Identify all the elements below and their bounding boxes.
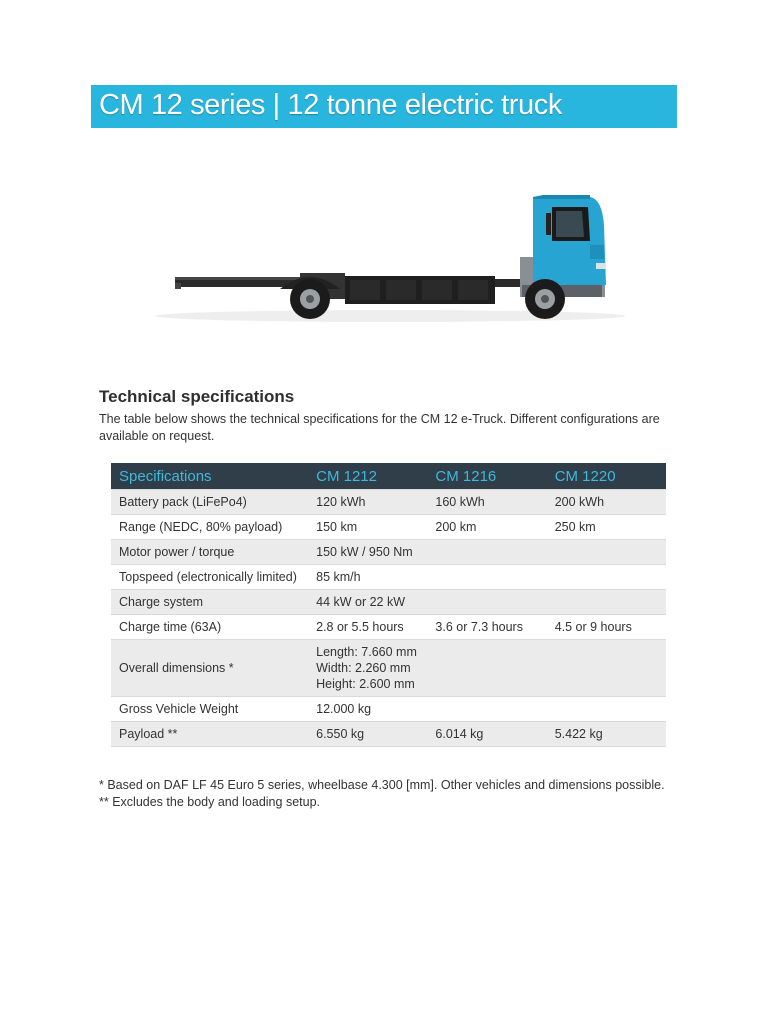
truck-chassis-image bbox=[150, 185, 640, 335]
table-cell bbox=[427, 540, 546, 565]
table-cell bbox=[547, 697, 666, 722]
column-header: CM 1220 bbox=[547, 463, 666, 490]
column-header: Specifications bbox=[111, 463, 308, 490]
table-row bbox=[111, 640, 666, 697]
table-cell bbox=[427, 640, 546, 697]
table-cell: 200 kWh bbox=[547, 490, 666, 515]
table-cell: 200 km bbox=[427, 515, 546, 540]
table-cell bbox=[547, 640, 666, 697]
table-cell: Charge system bbox=[111, 590, 308, 615]
table-cell bbox=[427, 565, 546, 590]
section-heading: Technical specifications bbox=[99, 387, 295, 406]
table-row bbox=[111, 722, 666, 747]
table-cell: Overall dimensions * bbox=[111, 640, 308, 697]
table-header-row bbox=[111, 463, 666, 490]
table-row bbox=[111, 515, 666, 540]
intro-paragraph: The table below shows the technical specifications for the CM 12 e-Truck. Different configurations are available on request. bbox=[99, 412, 660, 443]
table-row bbox=[111, 697, 666, 722]
table-cell bbox=[547, 540, 666, 565]
table-cell: 160 kWh bbox=[427, 490, 546, 515]
table-cell: 120 kWh bbox=[308, 490, 427, 515]
footnote: * Based on DAF LF 45 Euro 5 series, wheelbase 4.300 [mm]. Other vehicles and dimensions possible. bbox=[99, 778, 665, 792]
title-banner bbox=[91, 85, 677, 128]
table-cell: 6.014 kg bbox=[427, 722, 546, 747]
footnotes bbox=[99, 777, 699, 811]
table-row bbox=[111, 540, 666, 565]
table-row bbox=[111, 565, 666, 590]
table-cell: 4.5 or 9 hours bbox=[547, 615, 666, 640]
table-cell: 44 kW or 22 kW bbox=[308, 590, 427, 615]
table-cell: 12.000 kg bbox=[308, 697, 427, 722]
table-cell: 85 km/h bbox=[308, 565, 427, 590]
table-cell: Range (NEDC, 80% payload) bbox=[111, 515, 308, 540]
table-cell bbox=[427, 590, 546, 615]
page-title: CM 12 series | 12 tonne electric truck bbox=[99, 89, 562, 121]
table-cell: 6.550 kg bbox=[308, 722, 427, 747]
table-cell: Battery pack (LiFePo4) bbox=[111, 490, 308, 515]
table-cell: Gross Vehicle Weight bbox=[111, 697, 308, 722]
table-cell: 3.6 or 7.3 hours bbox=[427, 615, 546, 640]
table-cell: Payload ** bbox=[111, 722, 308, 747]
table-cell: 250 km bbox=[547, 515, 666, 540]
table-cell bbox=[427, 697, 546, 722]
table-row bbox=[111, 615, 666, 640]
column-header: CM 1216 bbox=[427, 463, 546, 490]
table-cell: 150 km bbox=[308, 515, 427, 540]
table-cell: 5.422 kg bbox=[547, 722, 666, 747]
table-row bbox=[111, 590, 666, 615]
specifications-table bbox=[111, 463, 666, 747]
table-cell: Motor power / torque bbox=[111, 540, 308, 565]
table-row bbox=[111, 490, 666, 515]
table-cell: 150 kW / 950 Nm bbox=[308, 540, 427, 565]
footnote: ** Excludes the body and loading setup. bbox=[99, 795, 320, 809]
table-cell bbox=[547, 590, 666, 615]
table-cell: 2.8 or 5.5 hours bbox=[308, 615, 427, 640]
table-cell: Charge time (63A) bbox=[111, 615, 308, 640]
column-header: CM 1212 bbox=[308, 463, 427, 490]
table-cell: Length: 7.660 mm Width: 2.260 mm Height: 2.600 mm bbox=[308, 640, 427, 697]
table-cell: Topspeed (electronically limited) bbox=[111, 565, 308, 590]
table-cell bbox=[547, 565, 666, 590]
